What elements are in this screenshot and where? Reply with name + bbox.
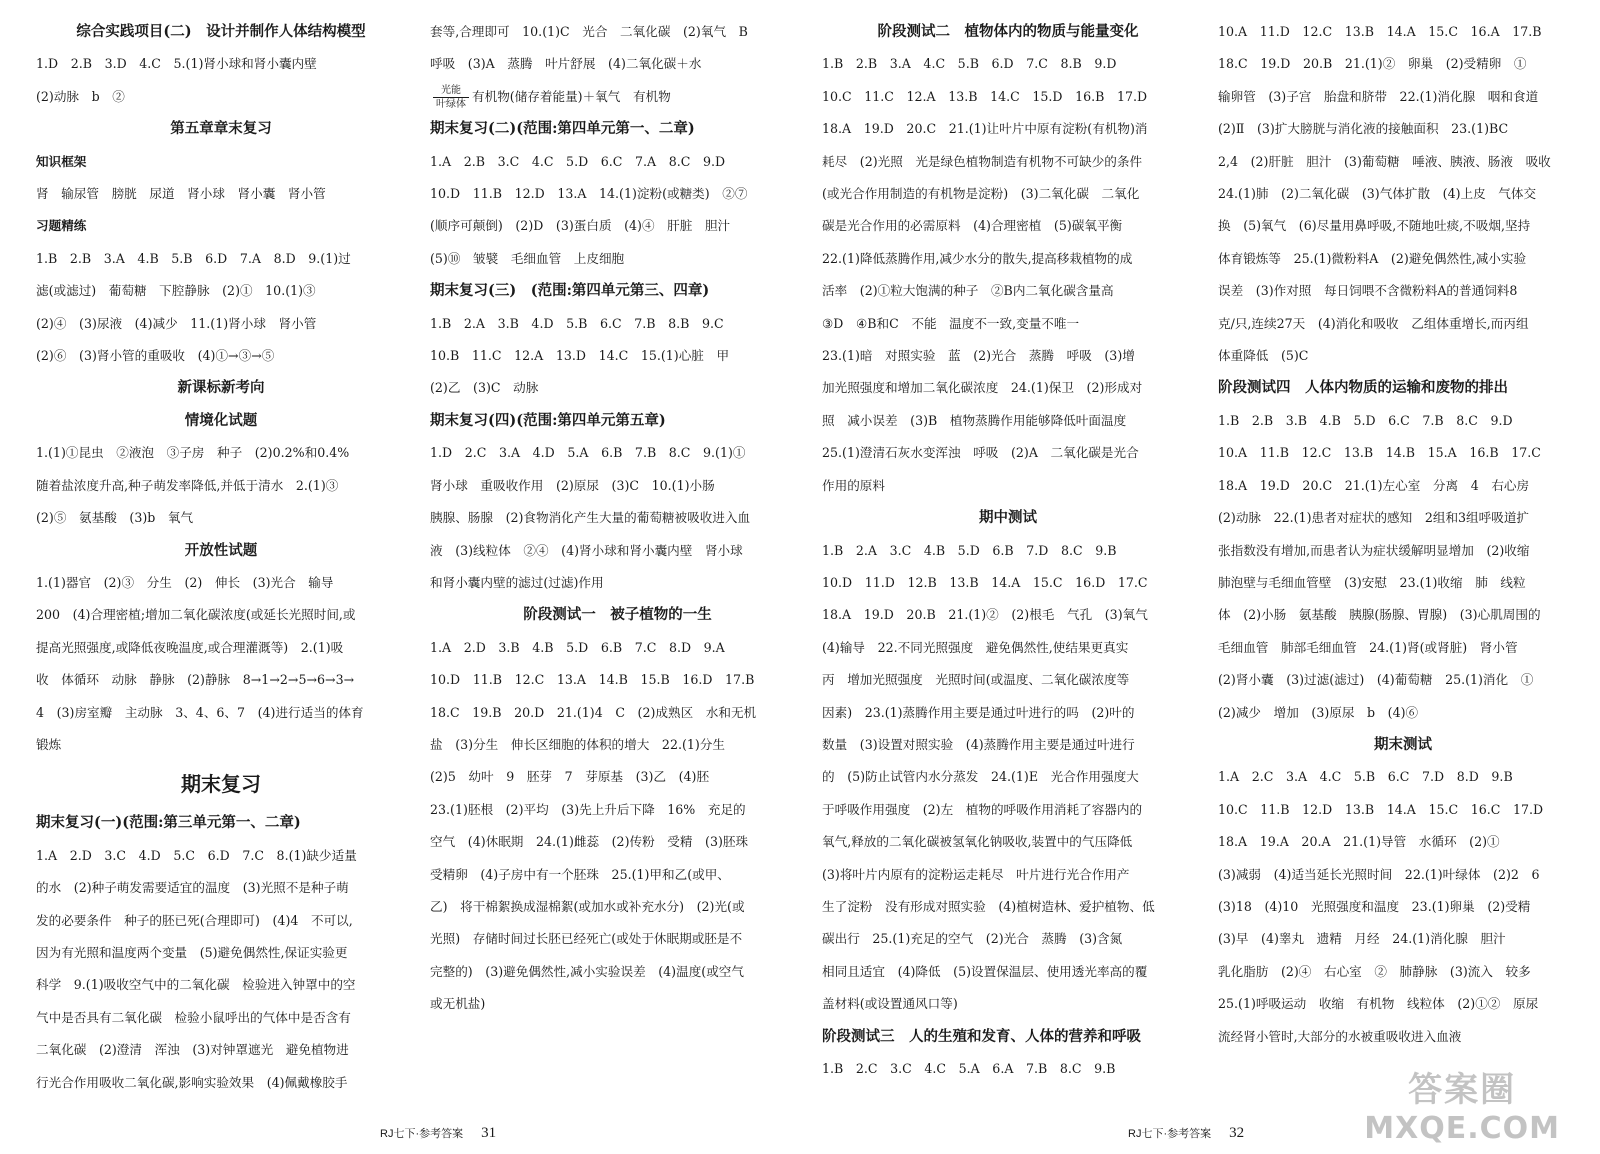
answer-line: 胰腺、肠腺 (2)食物消化产生大量的葡萄糖被吸收进入血	[430, 510, 751, 526]
answer-line: 1.(1)器官 (2)③ 分生 (2) 伸长 (3)光合 输导	[36, 574, 334, 590]
equation-products: 有机物(储存着能量)＋氧气 有机物	[472, 88, 671, 104]
answer-line: 体育锻炼等 25.(1)微粉料A (2)避免偶然性,减小实验	[1218, 250, 1527, 266]
answer-line: 1.D 2.B 3.D 4.C 5.(1)肾小球和肾小囊内壁	[36, 56, 317, 72]
answer-line: 1.A 2.D 3.C 4.D 5.C 6.D 7.C 8.(1)缺少适量	[36, 847, 357, 863]
answer-line: 22.(1)降低蒸腾作用,减少水分的散失,提高移栽植物的成	[822, 250, 1133, 266]
answer-line: (2)Ⅱ (3)扩大膀胱与消化液的接触面积 23.(1)BC	[1218, 121, 1509, 137]
answer-line: 200 (4)合理密植;增加二氧化碳浓度(或延长光照时间,或	[36, 607, 356, 623]
answer-line: (2)5 幼叶 9 胚芽 7 芽原基 (3)乙 (4)胚	[430, 769, 710, 785]
answer-line: 2,4 (2)肝脏 胆汁 (3)葡萄糖 唾液、胰液、肠液 吸收	[1218, 153, 1551, 169]
answer-line: 1.D 2.C 3.A 4.D 5.A 6.B 7.B 8.C 9.(1)①	[430, 445, 746, 461]
equation-line	[430, 81, 805, 113]
footer-right	[1128, 1125, 1244, 1142]
answer-line: 耗尽 (2)光照 光是绿色植物制造有机物不可缺少的条件	[822, 153, 1143, 169]
footer-label: RJ七下·参考答案	[380, 1128, 464, 1140]
reaction-arrow	[433, 84, 469, 111]
answer-line: 发的必要条件 种子的胚已死(合理即可) (4)4 不可以,	[36, 912, 353, 928]
chapter-title: 期末复习	[181, 772, 261, 797]
answer-line: (3)减弱 (4)适当延长光照时间 22.(1)叶绿体 (2)2 6	[1218, 866, 1540, 882]
section-heading: 期末复习(二)(范围:第四单元第一、二章)	[430, 120, 695, 138]
answer-line: 18.A 19.D 20.B 21.(1)② (2)根毛 气孔 (3)氧气	[822, 607, 1148, 623]
answer-line: 10.B 11.C 12.A 13.D 14.C 15.(1)心脏 甲	[430, 348, 730, 364]
answer-line: 1.B 2.A 3.B 4.D 5.B 6.C 7.B 8.B 9.C	[430, 315, 724, 331]
answer-line: 盐 (3)分生 伸长区细胞的体积的增大 22.(1)分生	[430, 736, 725, 752]
answer-line: (2)动脉 22.(1)患者对症状的感知 2组和3组呼吸道扩	[1218, 510, 1530, 526]
answer-line: 25.(1)澄清石灰水变浑浊 呼吸 (2)A 二氧化碳是光合	[822, 445, 1139, 461]
answer-line: 1.(1)①昆虫 ②液泡 ③子房 种子 (2)0.2%和0.4%	[36, 445, 350, 461]
answer-line: ③D ④B和C 不能 温度不一致,变量不唯一	[822, 315, 1080, 331]
footer-left	[380, 1125, 496, 1142]
answer-line: 随着盐浓度升高,种子萌发率降低,并低于清水 2.(1)③	[36, 477, 339, 493]
answer-line: 1.B 2.B 3.A 4.B 5.B 6.D 7.A 8.D 9.(1)过	[36, 250, 351, 266]
answer-line: (或光合作用制造的有机物是淀粉) (3)二氧化碳 二氧化	[822, 186, 1140, 202]
section-heading: 第五章章末复习	[170, 120, 272, 138]
answer-line: 18.A 19.D 20.C 21.(1)左心室 分离 4 右心房	[1218, 477, 1530, 493]
answer-line: 肾 输尿管 膀胱 尿道 肾小球 肾小囊 肾小管	[36, 186, 326, 202]
answer-line: 18.C 19.D 20.B 21.(1)② 卵巢 (2)受精卵 ①	[1218, 56, 1527, 72]
answer-line: 滤(或滤过) 葡萄糖 下腔静脉 (2)① 10.(1)③	[36, 283, 316, 299]
answer-line: 1.A 2.B 3.C 4.C 5.D 6.C 7.A 8.C 9.D	[430, 153, 726, 169]
answer-line: 空气 (4)休眠期 24.(1)雌蕊 (2)传粉 受精 (3)胚珠	[430, 834, 749, 850]
column-1	[36, 16, 406, 1099]
answer-line: 23.(1)暗 对照实验 蓝 (2)光合 蒸腾 呼吸 (3)增	[822, 348, 1135, 364]
answer-line: 或无机盐)	[430, 996, 486, 1012]
answer-line: 肾小球 重吸收作用 (2)原尿 (3)C 10.(1)小肠	[430, 477, 715, 493]
section-heading: 阶段测试二 植物体内的物质与能量变化	[877, 23, 1139, 40]
answer-line: 肺泡壁与毛细血管壁 (3)安慰 23.(1)收缩 肺 线粒	[1218, 574, 1526, 590]
answer-line: 于呼吸作用强度 (2)左 植物的呼吸作用消耗了容器内的	[822, 801, 1143, 817]
answer-line: 活率 (2)①粒大饱满的种子 ②B内二氧化碳含量高	[822, 283, 1114, 299]
answer-line: 25.(1)呼吸运动 收缩 有机物 线粒体 (2)①② 原尿	[1218, 996, 1539, 1012]
answer-line: 盖材料(或设置通风口等)	[822, 996, 958, 1012]
answer-line: 10.D 11.D 12.B 13.B 14.A 15.C 16.D 17.C	[822, 574, 1148, 590]
answer-line: 碳是光合作用的必需原料 (4)合理密植 (5)碳氧平衡	[822, 218, 1123, 234]
section-heading: 综合实践项目(二) 设计并制作人体结构模型	[76, 23, 366, 40]
answer-line: (5)⑩ 皱襞 毛细血管 上皮细胞	[430, 250, 625, 266]
column-3	[822, 16, 1194, 1085]
answer-line: 因素) 23.(1)蒸腾作用主要是通过叶进行的吗 (2)叶的	[822, 704, 1135, 720]
arrow-condition-bottom: 叶绿体	[436, 98, 466, 110]
answer-line: (2)肾小囊 (3)过滤(滤过) (4)葡萄糖 25.(1)消化 ①	[1218, 672, 1534, 688]
answer-line: 作用的原料	[822, 477, 885, 493]
section-heading: 期末复习(一)(范围:第三单元第一、二章)	[36, 814, 301, 832]
answer-line: 10.C 11.B 12.D 13.B 14.A 15.C 16.C 17.D	[1218, 801, 1544, 817]
answer-line: 行光合作用吸收二氧化碳,影响实验效果 (4)佩戴橡胶手	[36, 1074, 348, 1090]
arrow-condition-top: 光能	[433, 84, 469, 98]
answer-line: 照 减小误差 (3)B 植物蒸腾作用能够降低叶面温度	[822, 412, 1127, 428]
answer-line: 10.D 11.B 12.D 13.A 14.(1)淀粉(或糖类) ②⑦	[430, 186, 748, 202]
answer-line: 1.A 2.C 3.A 4.C 5.B 6.C 7.D 8.D 9.B	[1218, 769, 1513, 785]
answer-line: 科学 9.(1)吸收空气中的二氧化碳 检验进入钟罩中的空	[36, 977, 356, 993]
page-number: 32	[1229, 1125, 1245, 1141]
answer-line: 18.C 19.B 20.D 21.(1)4 C (2)成熟区 水和无机	[430, 704, 757, 720]
answer-line: 呼吸 (3)A 蒸腾 叶片舒展 (4)二氧化碳＋水	[430, 56, 702, 72]
answer-line: 克/只,连续27天 (4)消化和吸收 乙组体重增长,而丙组	[1218, 315, 1529, 331]
answer-line: 收 体循环 动脉 静脉 (2)静脉 8→1→2→5→6→3→	[36, 672, 355, 688]
answer-line: 体 (2)小肠 氨基酸 胰腺(肠腺、胃腺) (3)心肌周围的	[1218, 607, 1541, 623]
answer-line: 气中是否具有二氧化碳 检验小鼠呼出的气体中是否含有	[36, 1009, 351, 1025]
answer-line: 误差 (3)作对照 每日饲喂不含微粉料A的普通饲料8	[1218, 283, 1518, 299]
answer-line: 加光照强度和增加二氧化碳浓度 24.(1)保卫 (2)形成对	[822, 380, 1143, 396]
watermark-url: MXQE.COM	[1364, 1111, 1560, 1146]
answer-line: 受精卵 (4)子房中有一个胚珠 25.(1)甲和乙(或甲、	[430, 866, 730, 882]
answer-line: 输卵管 (3)子宫 胎盘和脐带 22.(1)消化腺 咽和食道	[1218, 88, 1539, 104]
answer-line: 乙) 将干棉絮换成湿棉絮(或加水或补充水分) (2)光(或	[430, 898, 745, 914]
answer-line: (2)动脉 b ②	[36, 88, 125, 104]
answer-line: 液 (3)线粒体 ②④ (4)肾小球和肾小囊内壁 肾小球	[430, 542, 743, 558]
answer-line: 提高光照强度,或降低夜晚温度,或合理灌溉等) 2.(1)吸	[36, 639, 344, 655]
answer-line: (2)乙 (3)C 动脉	[430, 380, 539, 396]
answer-line: 1.A 2.D 3.B 4.B 5.D 6.B 7.C 8.D 9.A	[430, 639, 725, 655]
answer-line: 套等,合理即可 10.(1)C 光合 二氧化碳 (2)氧气 B	[430, 24, 748, 39]
answer-line: (4)输导 22.不同光照强度 避免偶然性,使结果更真实	[822, 639, 1129, 655]
answer-line: 的 (5)防止试管内水分蒸发 24.(1)E 光合作用强度大	[822, 769, 1139, 785]
answer-line: 1.B 2.B 3.A 4.C 5.B 6.D 7.C 8.B 9.D	[822, 56, 1117, 72]
answer-line: 生了淀粉 没有形成对照实验 (4)植树造林、爱护植物、低	[822, 898, 1155, 914]
answer-line: (3)将叶片内原有的淀粉运走耗尽 叶片进行光合作用产	[822, 866, 1130, 882]
section-heading: 阶段测试三 人的生殖和发育、人体的营养和呼吸	[822, 1027, 1141, 1045]
answer-line: 相同且适宜 (4)降低 (5)设置保温层、使用透光率高的覆	[822, 963, 1148, 979]
answer-line: 毛细血管 肺部毛细血管 24.(1)肾(或肾脏) 肾小管	[1218, 639, 1518, 655]
watermark-text: 答案圈	[1408, 1070, 1517, 1110]
section-heading: 期末测试	[1374, 735, 1432, 753]
answer-line: 流经肾小管时,大部分的水被重吸收进入血液	[1218, 1028, 1462, 1044]
section-heading: 开放性试题	[184, 541, 258, 559]
section-heading: 新课标新考向	[177, 379, 265, 397]
answer-line: 1.B 2.B 3.B 4.B 5.D 6.C 7.B 8.C 9.D	[1218, 412, 1513, 428]
column-4	[1218, 16, 1588, 1053]
answer-line: 乳化脂肪 (2)④ 右心室 ② 肺静脉 (3)流入 较多	[1218, 963, 1531, 979]
answer-line: 10.C 11.C 12.A 13.B 14.C 15.D 16.B 17.D	[822, 88, 1148, 104]
footer-label: RJ七下·参考答案	[1128, 1128, 1212, 1140]
section-heading: 情境化试题	[184, 411, 258, 429]
answer-line: 数量 (3)设置对照实验 (4)蒸腾作用主要是通过叶进行	[822, 736, 1135, 752]
answer-line: 二氧化碳 (2)澄清 浑浊 (3)对钟罩遮光 避免植物进	[36, 1042, 349, 1058]
subsection-label: 知识框架	[36, 153, 87, 169]
answer-line: 1.B 2.A 3.C 4.B 5.D 6.B 7.D 8.C 9.B	[822, 542, 1117, 558]
section-heading: 阶段测试四 人体内物质的运输和废物的排出	[1218, 379, 1508, 397]
watermark-logo	[1364, 1062, 1560, 1146]
section-heading: 期末复习(四)(范围:第四单元第五章)	[430, 411, 666, 429]
page-number: 31	[481, 1125, 497, 1141]
answer-line: (2)⑤ 氨基酸 (3)b 氧气	[36, 510, 194, 526]
section-heading: 期中测试	[979, 509, 1037, 527]
subsection-label: 习题精练	[36, 218, 87, 234]
answer-line: 10.A 11.B 12.C 13.B 14.B 15.A 16.B 17.C	[1218, 445, 1541, 461]
answer-line: 锻炼	[36, 736, 62, 752]
answer-line: 完整的) (3)避免偶然性,减小实验误差 (4)温度(或空气	[430, 963, 744, 979]
answer-line: 10.D 11.B 12.C 13.A 14.B 15.B 16.D 17.B	[430, 672, 755, 688]
answer-line: 和肾小囊内壁的滤过(过滤)作用	[430, 574, 604, 590]
answer-line: 的水 (2)种子萌发需要适宜的温度 (3)光照不是种子萌	[36, 880, 349, 896]
answer-line: 1.B 2.C 3.C 4.C 5.A 6.A 7.B 8.C 9.B	[822, 1061, 1116, 1076]
answer-line: 23.(1)胚根 (2)平均 (3)先上升后下降 16% 充足的	[430, 801, 746, 817]
answer-line: 碳出行 25.(1)充足的空气 (2)光合 蒸腾 (3)含氮	[822, 931, 1123, 947]
answer-line: 张指数没有增加,而患者认为症状缓解明显增加 (2)收缩	[1218, 542, 1530, 558]
answer-line: 换 (5)氧气 (6)尽量用鼻呼吸,不随地吐痰,不吸烟,坚持	[1218, 218, 1531, 234]
answer-line: 18.A 19.A 20.A 21.(1)导管 水循环 (2)①	[1218, 834, 1500, 850]
answer-line: (2)⑥ (3)肾小管的重吸收 (4)①→③→⑤	[36, 348, 275, 364]
section-heading: 阶段测试一 被子植物的一生	[523, 606, 712, 624]
answer-line: 光照) 存储时间过长胚已经死亡(或处于休眠期或胚是不	[430, 931, 743, 947]
answer-line: 因为有光照和温度两个变量 (5)避免偶然性,保证实验更	[36, 944, 348, 960]
answer-line: 丙 增加光照强度 光照时间(或温度、二氧化碳浓度等	[822, 672, 1130, 688]
answer-line: 18.A 19.D 20.C 21.(1)让叶片中原有淀粉(有机物)消	[822, 121, 1148, 137]
answer-line: (2)④ (3)尿液 (4)减少 11.(1)肾小球 肾小管	[36, 315, 317, 331]
answer-line: 10.A 11.D 12.C 13.B 14.A 15.C 16.A 17.B	[1218, 24, 1542, 39]
answer-line: 4 (3)房室瓣 主动脉 3、4、6、7 (4)进行适当的体育	[36, 704, 364, 720]
answer-line: (3)早 (4)睾丸 遗精 月经 24.(1)消化腺 胆汁	[1218, 931, 1506, 947]
answer-line: (3)18 (4)10 光照强度和温度 23.(1)卵巢 (2)受精	[1218, 898, 1531, 914]
column-2	[430, 16, 805, 1021]
answer-line: 24.(1)肺 (2)二氧化碳 (3)气体扩散 (4)上皮 气体交	[1218, 186, 1537, 202]
answer-line: (顺序可颠倒) (2)D (3)蛋白质 (4)④ 肝脏 胆汁	[430, 218, 731, 234]
answer-line: 氧气,释放的二氧化碳被氢氧化钠吸收,装置中的气压降低	[822, 834, 1133, 850]
section-heading: 期末复习(三) (范围:第四单元第三、四章)	[430, 282, 710, 300]
answer-line: (2)减少 增加 (3)原尿 b (4)⑥	[1218, 704, 1419, 720]
answer-line: 体重降低 (5)C	[1218, 348, 1309, 364]
